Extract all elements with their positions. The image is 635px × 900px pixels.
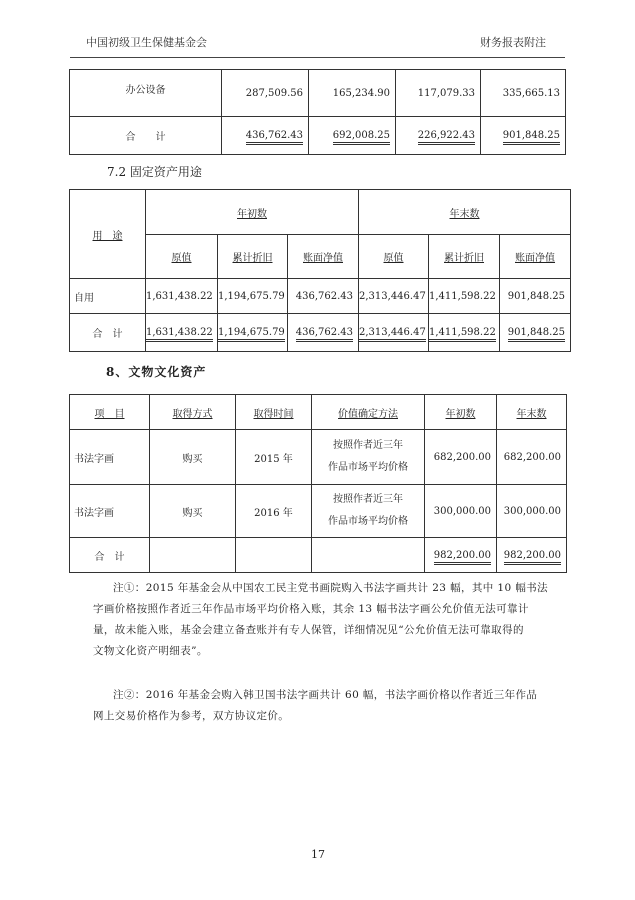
col-header-time: 取得时间 [253,408,294,420]
sub-header: 账面净值 [303,253,343,264]
table-row [70,70,566,117]
cell-value: 436,762.43 [246,130,303,145]
row-label: 办公设备 [70,70,222,117]
col-header-method: 取得方式 [172,408,213,420]
table-row-total [70,117,566,155]
group-header-end: 年末数 [449,208,480,220]
cell-item: 合 计 [70,538,150,573]
cell-value: 2,313,446.47 [359,279,429,314]
row-label: 合 计 [70,117,222,155]
note-1-line: 文物文化资产明细表”。 [93,645,208,657]
cultural-assets-table [69,394,567,573]
table-row-total [70,314,571,352]
page-number: 17 [311,848,325,861]
cell-method: 购买 [150,485,236,538]
header-doc-title: 财务报表附注 [480,36,546,49]
cell-value: 436,762.43 [288,279,359,314]
cell-value: 1,411,598.22 [429,279,500,314]
cell-value: 1,194,675.79 [218,279,288,314]
table-row [70,430,567,485]
table-row [70,279,571,314]
table-row-total [70,538,567,573]
row-label: 自用 [70,279,146,314]
note-1-line: 字画价格按照作者近三年作品市场平均价格入账，其余 13 幅书法字画公允价值无法可靠计 [93,603,529,615]
cell-value: 165,234.90 [309,70,396,117]
section-title-7-2: 7.2 固定资产用途 [107,165,202,179]
cell-value: 1,631,438.22 [146,327,213,342]
cell-value: 226,922.43 [418,130,475,145]
cell-value: 692,008.25 [333,130,390,145]
note-2-line: 网上交易价格作为参考，双方协议定价。 [93,710,290,722]
cell-method: 购买 [150,430,236,485]
cell-value: 2,313,446.47 [359,327,426,342]
cell-begin: 682,200.00 [425,430,497,485]
cell-value: 335,665.13 [481,70,566,117]
note-2 [93,685,563,727]
cell-value: 901,848.25 [508,327,565,342]
col-header-begin: 年初数 [445,408,476,420]
sub-header: 原值 [171,253,192,264]
sub-header: 累计折旧 [232,253,273,264]
cell-value: 287,509.56 [222,70,309,117]
note-2-line: 注②：2016 年基金会购入韩卫国书法字画共计 60 幅，书法字画价格以作者近三年作品 [113,689,538,701]
cell-value: 1,194,675.79 [218,327,285,342]
cell-valuation-line2: 作品市场平均价格 [328,516,408,527]
group-header-begin: 年初数 [237,208,267,220]
cell-value: 1,411,598.22 [429,327,496,342]
cell-valuation-line1: 按照作者近三年 [333,494,403,505]
cell-end: 682,200.00 [497,430,567,485]
col-header-valuation: 价值确定方法 [338,408,398,420]
cell-time: 2015 年 [236,430,312,485]
sub-header: 累计折旧 [444,253,485,264]
col-header-end: 年末数 [516,408,547,420]
header-rule [70,57,565,58]
col-header-purpose: 用 途 [92,230,123,242]
cell-end: 982,200.00 [504,550,561,565]
cell-time: 2016 年 [236,485,312,538]
table-row [70,485,567,538]
cell-end: 300,000.00 [497,485,567,538]
cell-value: 117,079.33 [396,70,481,117]
cell-begin: 982,200.00 [434,550,491,565]
cell-item: 书法字画 [70,430,150,485]
note-1 [93,578,563,662]
cell-value: 901,848.25 [500,279,571,314]
note-1-line: 注①：2015 年基金会从中国农工民主党书画院购入书法字画共计 23 幅，其中 10 幅书法 [113,582,549,594]
row-label: 合 计 [70,314,146,352]
sub-header: 原值 [383,253,404,264]
sub-header: 账面净值 [515,253,556,264]
fixed-asset-usage-table [69,189,571,352]
section-title-8: 8、文物文化资产 [106,365,207,379]
cell-valuation-line1: 按照作者近三年 [333,440,403,451]
note-1-line: 量，故未能入账，基金会建立备查账并有专人保管，详细情况见“公允价值无法可靠取得的 [93,624,524,636]
cell-item: 书法字画 [70,485,150,538]
cell-valuation-line2: 作品市场平均价格 [328,462,408,473]
cell-value: 436,762.43 [296,327,353,342]
header-org: 中国初级卫生保健基金会 [86,36,207,49]
cell-value: 901,848.25 [503,130,560,145]
col-header-item: 项 目 [94,408,125,420]
fixed-asset-table-continued [69,69,566,155]
cell-value: 1,631,438.22 [146,279,218,314]
cell-begin: 300,000.00 [425,485,497,538]
